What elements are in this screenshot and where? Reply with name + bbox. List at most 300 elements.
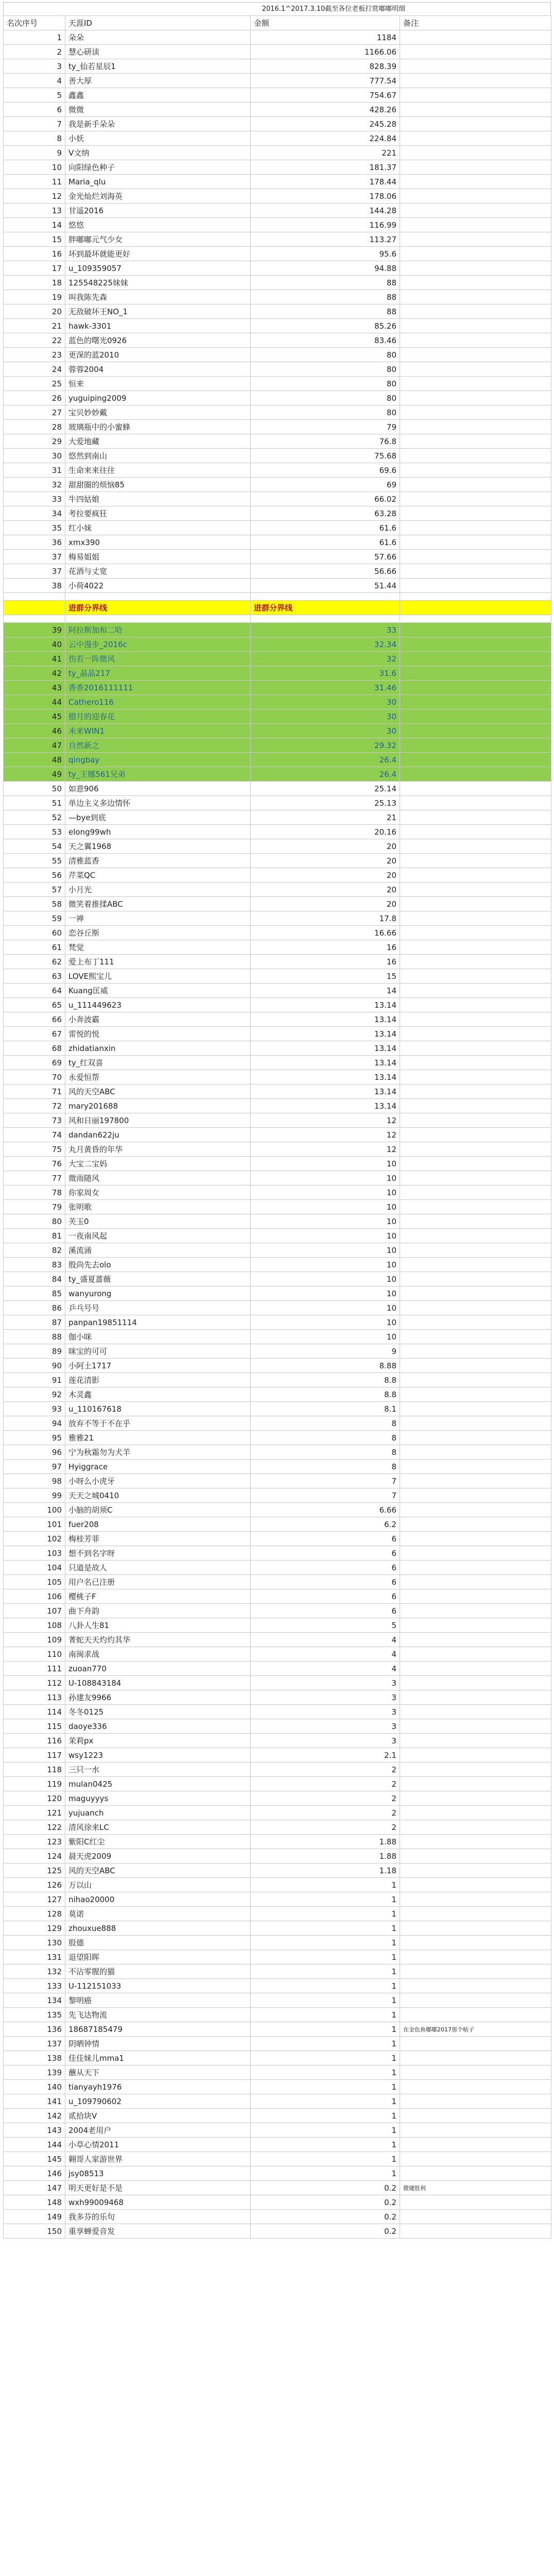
table-row xyxy=(4,666,551,681)
note-cell xyxy=(400,30,551,45)
name-cell: u_109790602 xyxy=(65,2094,251,2109)
amount-cell: 20 xyxy=(251,897,400,911)
table-row xyxy=(4,2181,551,2195)
table-row xyxy=(4,2138,551,2152)
amount-cell: 116.99 xyxy=(251,218,400,232)
amount-cell: 10 xyxy=(251,1229,400,1243)
rank-cell: 66 xyxy=(4,1012,65,1027)
table-row xyxy=(4,1301,551,1315)
note-cell xyxy=(400,1676,551,1690)
note-cell xyxy=(400,767,551,782)
note-cell xyxy=(400,492,551,506)
name-cell: nihao20000 xyxy=(65,1892,251,1907)
table-row xyxy=(4,897,551,911)
amount-cell: 7 xyxy=(251,1474,400,1488)
rank-cell: 114 xyxy=(4,1705,65,1719)
table-row xyxy=(4,463,551,478)
note-cell xyxy=(400,1835,551,1849)
rank-cell: 54 xyxy=(4,839,65,854)
amount-cell: 12 xyxy=(251,1113,400,1128)
header-rank: 名次序号 xyxy=(4,16,65,30)
rank-cell: 77 xyxy=(4,1171,65,1185)
amount-cell: 113.27 xyxy=(251,232,400,247)
table-row xyxy=(4,709,551,724)
note-cell xyxy=(400,2094,551,2109)
name-cell: 18687185479 xyxy=(65,2022,251,2037)
name-cell: ty_晶晶217 xyxy=(65,666,251,681)
note-cell xyxy=(400,1431,551,1445)
note-cell xyxy=(400,218,551,232)
table-row xyxy=(4,1748,551,1762)
note-cell xyxy=(400,1142,551,1157)
name-cell: 我是新手朵朵 xyxy=(65,117,251,131)
table-row xyxy=(4,2166,551,2181)
amount-cell: 15 xyxy=(251,969,400,984)
rank-cell: 128 xyxy=(4,1907,65,1921)
name-cell: 我多芬的乐句 xyxy=(65,2210,251,2224)
rank-cell: 139 xyxy=(4,2065,65,2080)
table-row xyxy=(4,45,551,59)
name-cell: 曲下舟韵 xyxy=(65,1604,251,1618)
note-cell xyxy=(400,984,551,998)
name-cell: 清风徐来LC xyxy=(65,1820,251,1835)
table-row xyxy=(4,2037,551,2051)
rank-cell: 145 xyxy=(4,2152,65,2166)
table-row xyxy=(4,1964,551,1979)
name-cell: 风的天空ABC xyxy=(65,1084,251,1099)
name-cell: wxh99009468 xyxy=(65,2195,251,2210)
name-cell: 慧心研读 xyxy=(65,45,251,59)
rank-cell: 64 xyxy=(4,984,65,998)
note-cell xyxy=(400,2037,551,2051)
table-row xyxy=(4,623,551,637)
table-row xyxy=(4,1777,551,1791)
note-cell xyxy=(400,998,551,1012)
table-row xyxy=(4,1546,551,1561)
amount-cell: 80 xyxy=(251,348,400,362)
amount-cell: 69 xyxy=(251,478,400,492)
table-row xyxy=(4,652,551,666)
note-cell xyxy=(400,391,551,405)
rank-cell: 102 xyxy=(4,1532,65,1546)
name-cell: 红小妹 xyxy=(65,521,251,535)
rank-cell: 46 xyxy=(4,724,65,738)
note-cell xyxy=(400,868,551,883)
table-row xyxy=(4,681,551,695)
amount-cell: 8.8 xyxy=(251,1387,400,1402)
table-row xyxy=(4,1402,551,1416)
note-cell xyxy=(400,1027,551,1041)
rank-cell: 35 xyxy=(4,521,65,535)
amount-cell: 95.6 xyxy=(251,247,400,261)
table-row xyxy=(4,506,551,521)
divider-row xyxy=(4,601,551,615)
rank-cell: 74 xyxy=(4,1128,65,1142)
table-row xyxy=(4,1315,551,1330)
amount-cell: 13.14 xyxy=(251,1070,400,1084)
rank-cell: 50 xyxy=(4,782,65,796)
note-cell xyxy=(400,1157,551,1171)
table-row xyxy=(4,1460,551,1474)
table-row xyxy=(4,1589,551,1604)
amount-cell: 14 xyxy=(251,984,400,998)
note-cell xyxy=(400,1070,551,1084)
amount-cell: 13.14 xyxy=(251,1012,400,1027)
table-row xyxy=(4,405,551,420)
note-cell: 在金色鱼嘟嘟2017那个帖子 xyxy=(400,2022,551,2037)
rank-cell: 40 xyxy=(4,637,65,652)
divider-label-left: 进群分界线 xyxy=(65,601,251,615)
table-row xyxy=(4,1344,551,1359)
rank-cell: 41 xyxy=(4,652,65,666)
note-cell xyxy=(400,276,551,290)
note-cell xyxy=(400,304,551,319)
table-row xyxy=(4,131,551,146)
note-cell xyxy=(400,1589,551,1604)
table-row xyxy=(4,854,551,868)
amount-cell: 8.88 xyxy=(251,1359,400,1373)
amount-cell: 10 xyxy=(251,1243,400,1258)
note-cell xyxy=(400,1964,551,1979)
note-cell xyxy=(400,2008,551,2022)
note-cell xyxy=(400,1936,551,1950)
amount-cell: 1 xyxy=(251,2051,400,2065)
rank-cell: 119 xyxy=(4,1777,65,1791)
rank-cell: 97 xyxy=(4,1460,65,1474)
amount-cell: 1 xyxy=(251,1921,400,1936)
note-cell xyxy=(400,564,551,579)
amount-cell: 0.2 xyxy=(251,2181,400,2195)
table-row xyxy=(4,998,551,1012)
amount-cell: 80 xyxy=(251,391,400,405)
note-cell xyxy=(400,1705,551,1719)
table-row xyxy=(4,1243,551,1258)
note-cell xyxy=(400,1171,551,1185)
note-cell xyxy=(400,1748,551,1762)
table-row xyxy=(4,753,551,767)
amount-cell: 754.67 xyxy=(251,88,400,103)
name-cell: U-108843184 xyxy=(65,1676,251,1690)
table-row xyxy=(4,2195,551,2210)
note-cell xyxy=(400,1012,551,1027)
name-cell: 茉莉px xyxy=(65,1734,251,1748)
name-cell: 翱哥人家游世界 xyxy=(65,2152,251,2166)
note-cell xyxy=(400,1734,551,1748)
note-cell xyxy=(400,449,551,463)
name-cell: 金光灿烂刘海英 xyxy=(65,189,251,204)
amount-cell: 20 xyxy=(251,839,400,854)
rank-cell: 112 xyxy=(4,1676,65,1690)
rank-cell: 39 xyxy=(4,623,65,637)
name-cell: 用户名已注册 xyxy=(65,1575,251,1589)
note-cell xyxy=(400,709,551,724)
amount-cell: 1 xyxy=(251,1907,400,1921)
name-cell: Hyiggrace xyxy=(65,1460,251,1474)
table-row xyxy=(4,1690,551,1705)
name-cell: 重享蝉爱音发 xyxy=(65,2224,251,2239)
divider-note-cell xyxy=(400,601,551,615)
note-cell xyxy=(400,666,551,681)
amount-cell: 88 xyxy=(251,304,400,319)
amount-cell: 25.14 xyxy=(251,782,400,796)
name-cell: 梅易姐姐 xyxy=(65,550,251,564)
name-cell: 张明歌 xyxy=(65,1200,251,1214)
note-cell xyxy=(400,1474,551,1488)
table-row xyxy=(4,1575,551,1589)
note-cell xyxy=(400,2065,551,2080)
rank-cell: 98 xyxy=(4,1474,65,1488)
name-cell: u_109359057 xyxy=(65,261,251,276)
amount-cell: 17.8 xyxy=(251,911,400,926)
table-row xyxy=(4,1618,551,1633)
amount-cell: 178.44 xyxy=(251,175,400,189)
amount-cell: 1 xyxy=(251,1979,400,1993)
amount-cell: 1 xyxy=(251,2080,400,2094)
table-row xyxy=(4,290,551,304)
amount-cell: 10 xyxy=(251,1272,400,1286)
note-cell xyxy=(400,1791,551,1806)
divider-rank-cell xyxy=(4,601,65,615)
amount-cell: 0.2 xyxy=(251,2210,400,2224)
rank-cell: 86 xyxy=(4,1301,65,1315)
amount-cell: 8 xyxy=(251,1431,400,1445)
table-row xyxy=(4,1056,551,1070)
rank-cell: 100 xyxy=(4,1503,65,1517)
table-row xyxy=(4,1286,551,1301)
note-cell xyxy=(400,911,551,926)
header-row xyxy=(4,16,551,30)
note-cell xyxy=(400,1921,551,1936)
table-row xyxy=(4,59,551,74)
amount-cell: 66.02 xyxy=(251,492,400,506)
table-row xyxy=(4,1849,551,1863)
note-cell xyxy=(400,1185,551,1200)
rank-cell: 11 xyxy=(4,175,65,189)
divider-label-right: 进群分界线 xyxy=(251,601,400,615)
table-row xyxy=(4,868,551,883)
name-cell: daoye336 xyxy=(65,1719,251,1734)
table-row xyxy=(4,1878,551,1892)
amount-cell: 10 xyxy=(251,1157,400,1171)
rank-cell: 48 xyxy=(4,753,65,767)
note-cell xyxy=(400,1633,551,1647)
note-cell xyxy=(400,897,551,911)
name-cell: 阴晒钟情 xyxy=(65,2037,251,2051)
note-cell xyxy=(400,1950,551,1964)
table-row xyxy=(4,782,551,796)
note-cell xyxy=(400,1301,551,1315)
amount-cell: 6 xyxy=(251,1561,400,1575)
rank-cell: 101 xyxy=(4,1517,65,1532)
name-cell: 香香2016111111 xyxy=(65,681,251,695)
name-cell: mulan0425 xyxy=(65,1777,251,1791)
amount-cell: 6 xyxy=(251,1546,400,1561)
table-row xyxy=(4,825,551,839)
rank-cell: 136 xyxy=(4,2022,65,2037)
header-amount: 金额 xyxy=(251,16,400,30)
amount-cell: 13.14 xyxy=(251,998,400,1012)
amount-cell: 1 xyxy=(251,1936,400,1950)
amount-cell: 428.26 xyxy=(251,103,400,117)
name-cell: U-112151033 xyxy=(65,1979,251,1993)
amount-cell: 4 xyxy=(251,1647,400,1662)
rank-cell: 44 xyxy=(4,695,65,709)
rank-cell: 60 xyxy=(4,926,65,940)
name-cell: 自然新之 xyxy=(65,738,251,753)
rank-cell: 81 xyxy=(4,1229,65,1243)
table-row xyxy=(4,434,551,449)
rank-cell: 55 xyxy=(4,854,65,868)
note-cell xyxy=(400,796,551,810)
amount-cell: 1 xyxy=(251,2166,400,2181)
note-cell xyxy=(400,1200,551,1214)
table-row xyxy=(4,1359,551,1373)
name-cell: 坏到最坏就能更好 xyxy=(65,247,251,261)
name-cell: 牛四姑娘 xyxy=(65,492,251,506)
amount-cell: 1 xyxy=(251,2094,400,2109)
note-cell xyxy=(400,854,551,868)
note-cell xyxy=(400,1041,551,1056)
note-cell xyxy=(400,319,551,333)
amount-cell: 2 xyxy=(251,1777,400,1791)
rank-cell: 130 xyxy=(4,1936,65,1950)
name-cell: elong99wh xyxy=(65,825,251,839)
note-cell xyxy=(400,1575,551,1589)
name-cell: 雅雅21 xyxy=(65,1431,251,1445)
name-cell: 八卦人生81 xyxy=(65,1618,251,1633)
amount-cell: 33 xyxy=(251,623,400,637)
rank-cell: 24 xyxy=(4,362,65,377)
name-cell: 蓝色的曙光0926 xyxy=(65,333,251,348)
note-cell xyxy=(400,1878,551,1892)
table-row xyxy=(4,1979,551,1993)
table-row xyxy=(4,1171,551,1185)
amount-cell: 1 xyxy=(251,2065,400,2080)
name-cell: 乒乓号号 xyxy=(65,1301,251,1315)
rank-cell: 120 xyxy=(4,1791,65,1806)
rank-cell: 149 xyxy=(4,2210,65,2224)
rank-cell: 34 xyxy=(4,506,65,521)
note-cell xyxy=(400,1979,551,1993)
table-row xyxy=(4,362,551,377)
name-cell: 大宝二宝妈 xyxy=(65,1157,251,1171)
note-cell xyxy=(400,1907,551,1921)
name-cell: 小呀么小虎牙 xyxy=(65,1474,251,1488)
note-cell xyxy=(400,45,551,59)
amount-cell: 9 xyxy=(251,1344,400,1359)
name-cell: 天天之城0410 xyxy=(65,1488,251,1503)
table-row xyxy=(4,1229,551,1243)
rank-cell: 118 xyxy=(4,1762,65,1777)
rank-cell: 99 xyxy=(4,1488,65,1503)
name-cell: 一夜南风起 xyxy=(65,1229,251,1243)
name-cell: 想不到名字呀 xyxy=(65,1546,251,1561)
sheet-title: 2016.1^2017.3.10截至各位老板打赏嘟嘟明细 xyxy=(3,2,551,15)
name-cell: zuoan770 xyxy=(65,1662,251,1676)
note-cell xyxy=(400,117,551,131)
name-cell: qingbay xyxy=(65,753,251,767)
note-cell xyxy=(400,535,551,550)
table-row xyxy=(4,1762,551,1777)
amount-cell: 85.26 xyxy=(251,319,400,333)
name-cell: 黎明癌 xyxy=(65,1993,251,2008)
amount-cell: 61.6 xyxy=(251,535,400,550)
name-cell: 菁蛇天天灼灼其华 xyxy=(65,1633,251,1647)
table-row xyxy=(4,1200,551,1214)
rank-cell: 79 xyxy=(4,1200,65,1214)
amount-cell: 0.2 xyxy=(251,2224,400,2239)
amount-cell: 8 xyxy=(251,1445,400,1460)
table-row xyxy=(4,2080,551,2094)
table-row xyxy=(4,2051,551,2065)
amount-cell: 20.16 xyxy=(251,825,400,839)
rank-cell: 142 xyxy=(4,2109,65,2123)
table-row xyxy=(4,695,551,709)
amount-cell: 12 xyxy=(251,1128,400,1142)
table-row xyxy=(4,1950,551,1964)
note-cell xyxy=(400,1272,551,1286)
rank-cell: 7 xyxy=(4,117,65,131)
amount-cell: 1 xyxy=(251,2152,400,2166)
rank-cell: 53 xyxy=(4,825,65,839)
rank-cell: 125 xyxy=(4,1863,65,1878)
note-cell xyxy=(400,377,551,391)
divider-section xyxy=(4,593,551,623)
rank-cell: 129 xyxy=(4,1921,65,1936)
name-cell: u_110167618 xyxy=(65,1402,251,1416)
table-row xyxy=(4,1936,551,1950)
rank-cell: 5 xyxy=(4,88,65,103)
amount-cell: 26.4 xyxy=(251,767,400,782)
top-rows xyxy=(4,30,551,593)
amount-cell: 3 xyxy=(251,1676,400,1690)
amount-cell: 88 xyxy=(251,290,400,304)
amount-cell: 10 xyxy=(251,1315,400,1330)
name-cell: panpan19851114 xyxy=(65,1315,251,1330)
amount-cell: 1166.06 xyxy=(251,45,400,59)
table-row xyxy=(4,1027,551,1041)
note-cell xyxy=(400,681,551,695)
rank-cell: 25 xyxy=(4,377,65,391)
name-cell: 先飞达物流 xyxy=(65,2008,251,2022)
table-row xyxy=(4,1272,551,1286)
name-cell: 永爱恒帮 xyxy=(65,1070,251,1084)
rank-cell: 23 xyxy=(4,348,65,362)
green-rows xyxy=(4,623,551,782)
note-cell xyxy=(400,1128,551,1142)
table-row xyxy=(4,2022,551,2037)
amount-cell: 6 xyxy=(251,1532,400,1546)
spacer-row xyxy=(4,615,551,623)
name-cell: Cathero116 xyxy=(65,695,251,709)
table-row xyxy=(4,1791,551,1806)
name-cell: 微笑着推揉ABC xyxy=(65,897,251,911)
table-row xyxy=(4,276,551,290)
rank-cell: 82 xyxy=(4,1243,65,1258)
header-name: 天涯ID xyxy=(65,16,251,30)
note-cell xyxy=(400,362,551,377)
name-cell: 天之翼1968 xyxy=(65,839,251,854)
table-row xyxy=(4,449,551,463)
name-cell: 考拉要疯狂 xyxy=(65,506,251,521)
table-row xyxy=(4,1113,551,1128)
note-cell xyxy=(400,1258,551,1272)
table-row xyxy=(4,117,551,131)
amount-cell: 29.32 xyxy=(251,738,400,753)
table-row xyxy=(4,30,551,45)
name-cell: Kuang匡威 xyxy=(65,984,251,998)
rank-cell: 29 xyxy=(4,434,65,449)
